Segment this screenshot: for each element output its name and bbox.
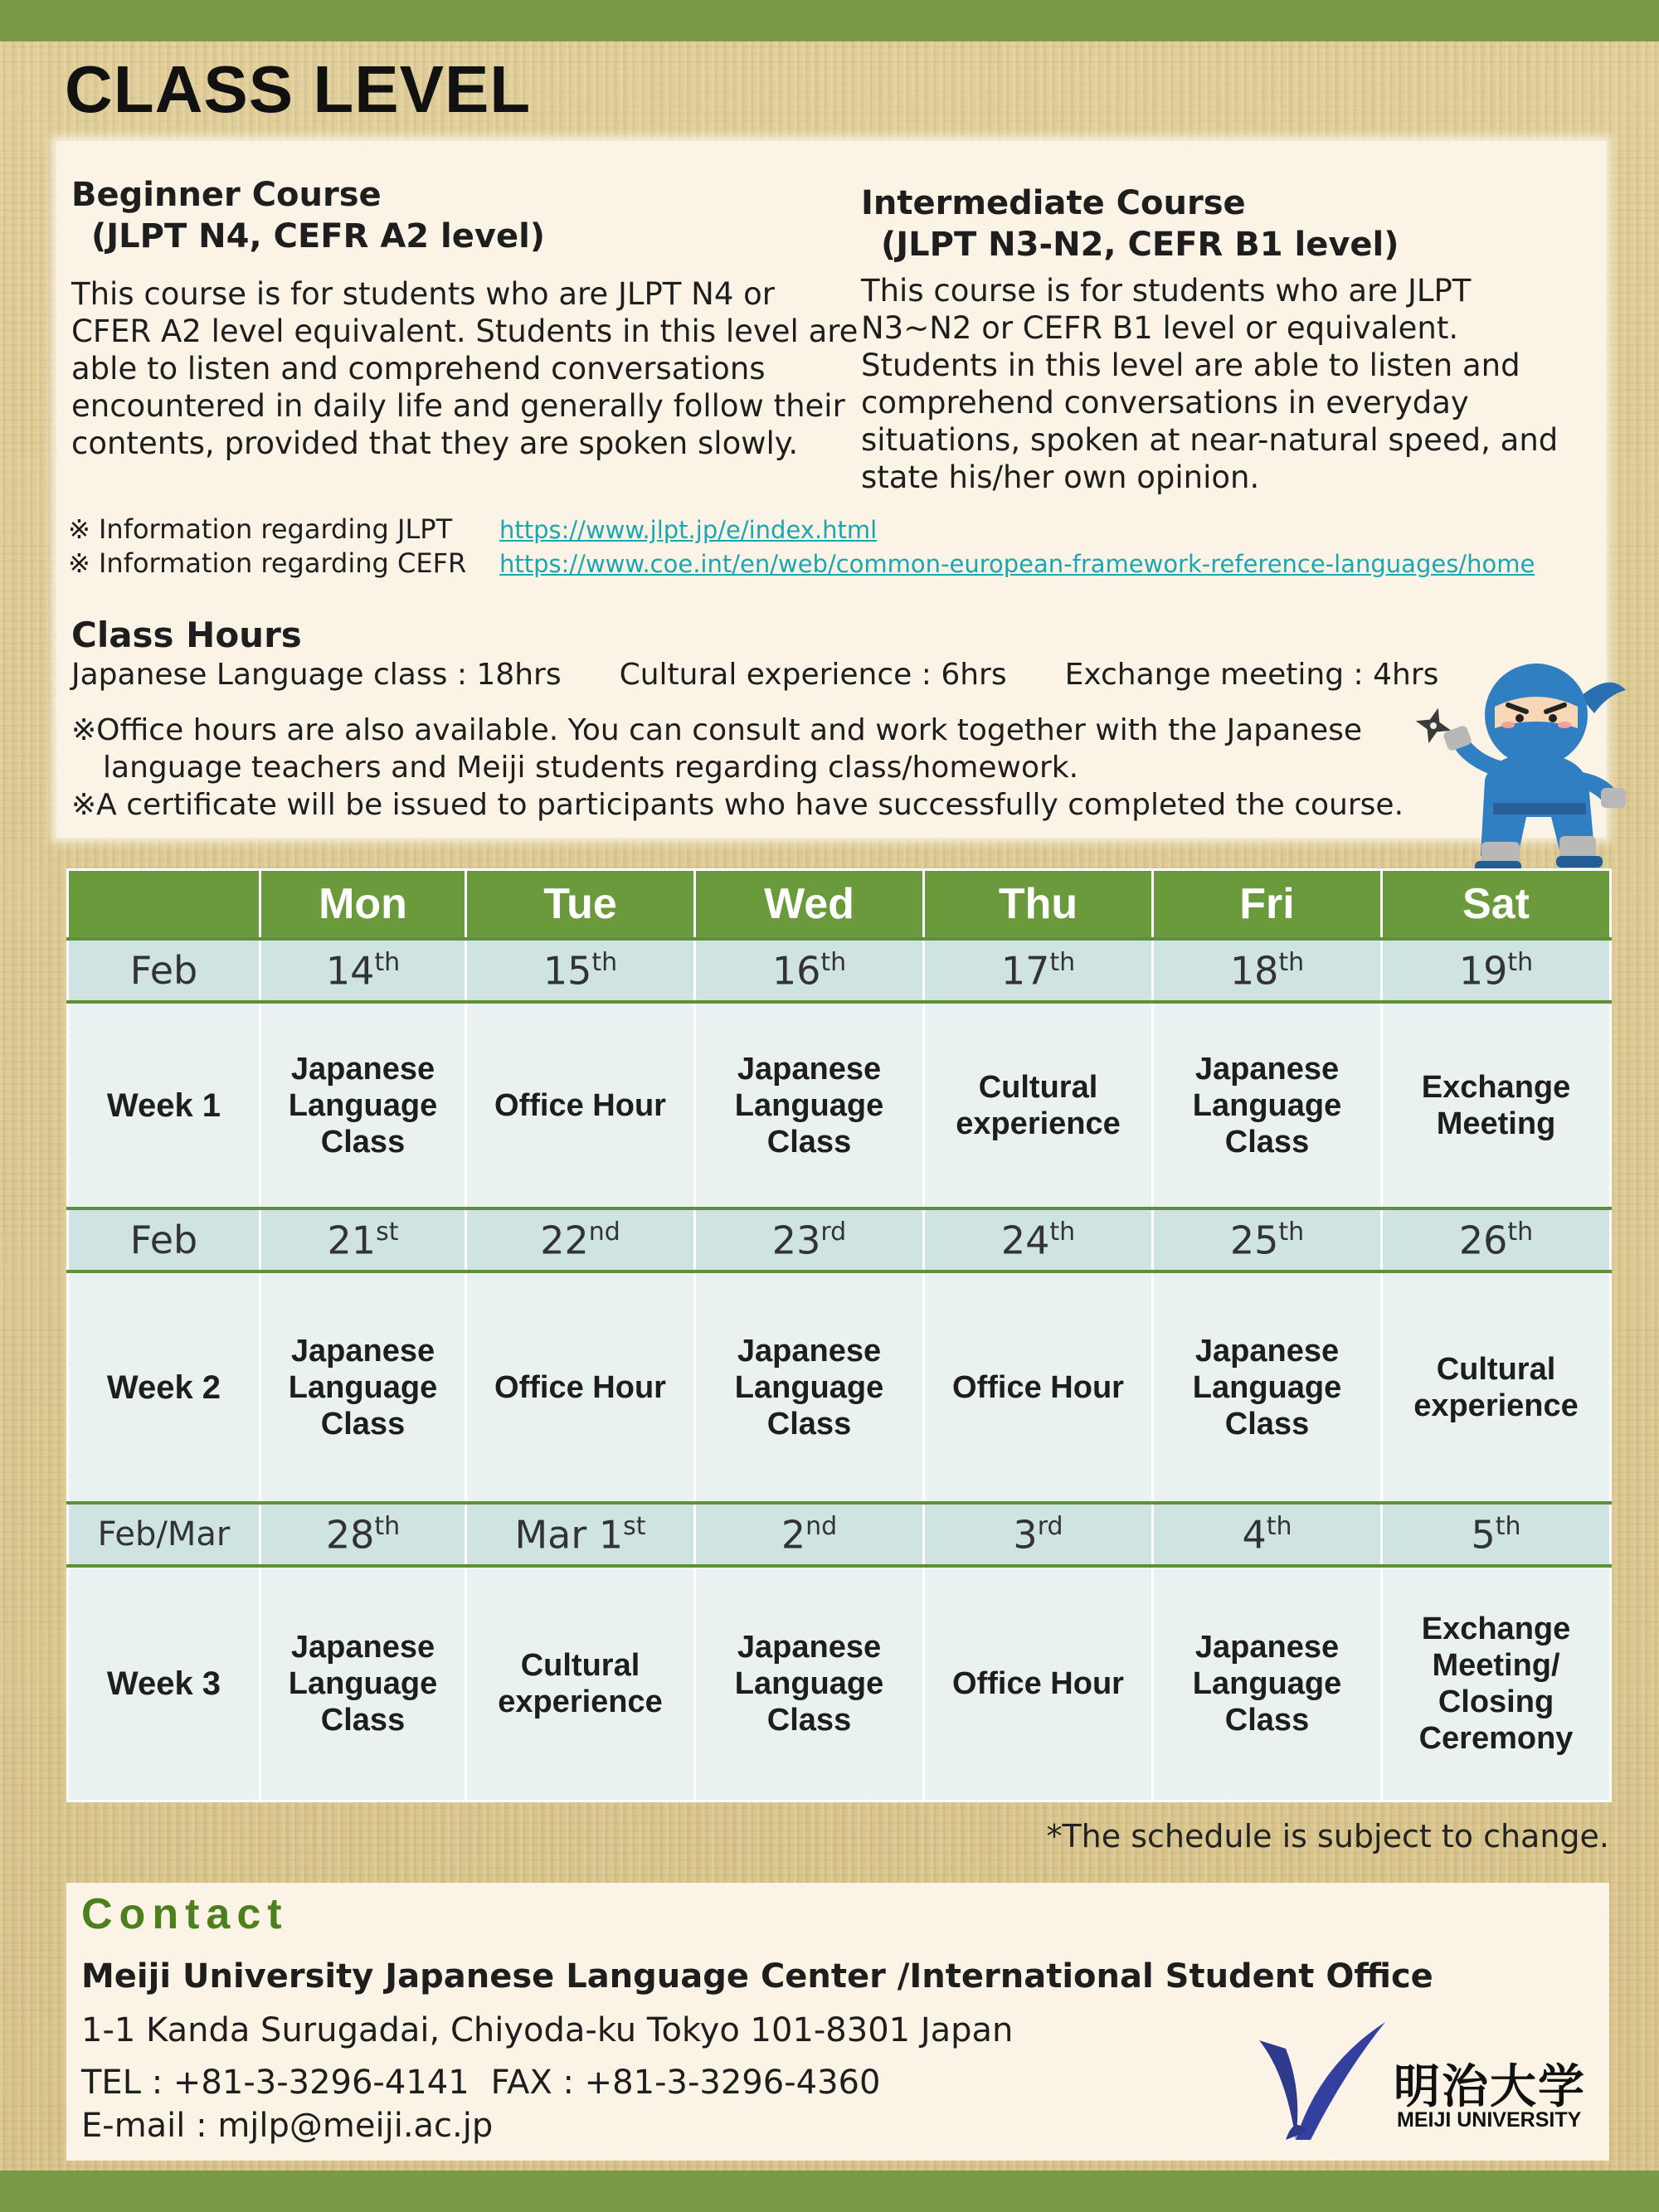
class-hours-title: Class Hours [71,615,302,655]
contact-fax: FAX : +81-3-3296-4360 [490,2064,881,2102]
meiji-university-logo [1253,2015,1601,2148]
date-cell: 28th [260,1503,466,1566]
date-row-week-1 [68,939,1611,1002]
week-label: Week 2 [68,1271,260,1503]
office-hours-note: ※Office hours are also available. You can consult and work together with the Japanese [71,713,1363,747]
cefr-link[interactable]: https://www.coe.int/en/web/common-european-framework-reference-languages/home [499,550,1535,578]
date-row-week-3 [68,1503,1611,1566]
certificate-note: ※A certificate will be issued to participants who have successfully completed the course. [71,788,1404,822]
activity-cell: Office Hour [924,1566,1153,1801]
schedule-change-note: *The schedule is subject to change. [1046,1818,1609,1855]
date-cell: 3rd [924,1503,1153,1566]
activity-row-week-2 [68,1271,1611,1503]
date-cell: 19th [1382,939,1611,1002]
activity-cell: Cultural experience [466,1566,695,1801]
contact-organization: Meiji University Japanese Language Center /International Student Office [81,1957,1433,1996]
week-label: Week 3 [68,1566,260,1801]
exchange-meeting-hours: Exchange meeting : 4hrs [1064,658,1439,692]
activity-cell: Japanese Language Class [695,1271,924,1503]
month-cell: Feb/Mar [68,1503,260,1566]
jlpt-link[interactable]: https://www.jlpt.jp/e/index.html [499,516,878,544]
cefr-info [68,547,1535,581]
bottom-band [0,2171,1659,2212]
cefr-info-label: ※ Information regarding CEFR [68,547,467,579]
date-cell: 18th [1153,939,1382,1002]
date-row-week-2 [68,1208,1611,1271]
ninja-illustration-icon [1402,639,1659,887]
activity-cell: Japanese Language Class [1153,1271,1382,1503]
schedule-table [66,868,1612,1802]
contact-address: 1-1 Kanda Surugadai, Chiyoda-ku Tokyo 101-8301 Japan [81,2011,1014,2049]
jlpt-info-label: ※ Information regarding JLPT [68,513,453,545]
info-links [68,513,1535,581]
beginner-course-description: This course is for students who are JLPT N4 or CFER A2 level equivalent. Students in this level are able to listen and comprehend conversations encountered in daily life and generally follow their contents, provided that they are spoken slowly. [71,276,859,461]
month-cell: Feb [68,939,260,1002]
header-day: Mon [260,870,466,940]
top-band [0,0,1659,41]
date-cell: Mar 1st [466,1503,695,1566]
date-cell: 14th [260,939,466,1002]
activity-cell: Cultural experience [924,1002,1153,1208]
activity-cell: Exchange Meeting/ Closing Ceremony [1382,1566,1611,1801]
page-title: CLASS LEVEL [65,52,532,126]
activity-cell: Japanese Language Class [260,1271,466,1503]
logo-latin: MEIJI UNIVERSITY [1397,2108,1582,2132]
activity-cell: Cultural experience [1382,1271,1611,1503]
date-cell: 24th [924,1208,1153,1271]
date-cell: 5th [1382,1503,1611,1566]
month-cell: Feb [68,1208,260,1271]
course-info-panel [56,141,1606,838]
logo-kanji: 明治大学 [1394,2060,1586,2114]
schedule-header-row [68,870,1611,940]
office-hours-note-cont: language teachers and Meiji students regarding class/homework. [103,751,1079,785]
activity-cell: Japanese Language Class [1153,1002,1382,1208]
jlpt-info [68,513,1535,547]
date-cell: 4th [1153,1503,1382,1566]
beginner-course-level: (JLPT N4, CEFR A2 level) [91,217,546,255]
contact-title: Contact [81,1890,289,1938]
date-cell: 22nd [466,1208,695,1271]
week-label: Week 1 [68,1002,260,1208]
contact-tel: TEL : +81-3-3296-4141 [81,2064,469,2102]
date-cell: 21st [260,1208,466,1271]
activity-row-week-3 [68,1566,1611,1801]
intermediate-course-description: This course is for students who are JLPT N3~N2 or CEFR B1 level or equivalent. Students in this level are able to listen and comprehend conversations in everyday situations, spoken at near-natural speed, and state his/her own opinion. [861,273,1559,495]
activity-row-week-1 [68,1002,1611,1208]
date-cell: 16th [695,939,924,1002]
beginner-course-title: Beginner Course [71,176,382,214]
contact-email[interactable]: E-mail : mjlp@meiji.ac.jp [81,2107,494,2145]
date-cell: 23rd [695,1208,924,1271]
date-cell: 26th [1382,1208,1611,1271]
header-day: Fri [1153,870,1382,940]
class-hours-breakdown [71,655,1481,695]
date-cell: 17th [924,939,1153,1002]
class-notes [71,712,1481,824]
japanese-class-hours: Japanese Language class : 18hrs [71,658,562,692]
contact-phones [81,2064,902,2102]
activity-cell: Office Hour [466,1271,695,1503]
date-cell: 25th [1153,1208,1382,1271]
header-day: Thu [924,870,1153,940]
activity-cell: Japanese Language Class [1153,1566,1382,1801]
beginner-course [71,174,859,462]
cultural-experience-hours: Cultural experience : 6hrs [619,658,1007,692]
activity-cell: Japanese Language Class [695,1002,924,1208]
intermediate-course-title: Intermediate Course [861,184,1246,222]
intermediate-course [861,182,1591,496]
header-corner [68,870,260,940]
date-cell: 15th [466,939,695,1002]
header-day: Sat [1382,870,1611,940]
header-day: Wed [695,870,924,940]
meiji-logo-mark-icon [1253,2015,1394,2148]
activity-cell: Japanese Language Class [260,1002,466,1208]
activity-cell: Japanese Language Class [695,1566,924,1801]
date-cell: 2nd [695,1503,924,1566]
header-day: Tue [466,870,695,940]
activity-cell: Office Hour [924,1271,1153,1503]
activity-cell: Japanese Language Class [260,1566,466,1801]
intermediate-course-level: (JLPT N3-N2, CEFR B1 level) [881,226,1399,264]
class-hours [71,615,1481,695]
activity-cell: Office Hour [466,1002,695,1208]
activity-cell: Exchange Meeting [1382,1002,1611,1208]
